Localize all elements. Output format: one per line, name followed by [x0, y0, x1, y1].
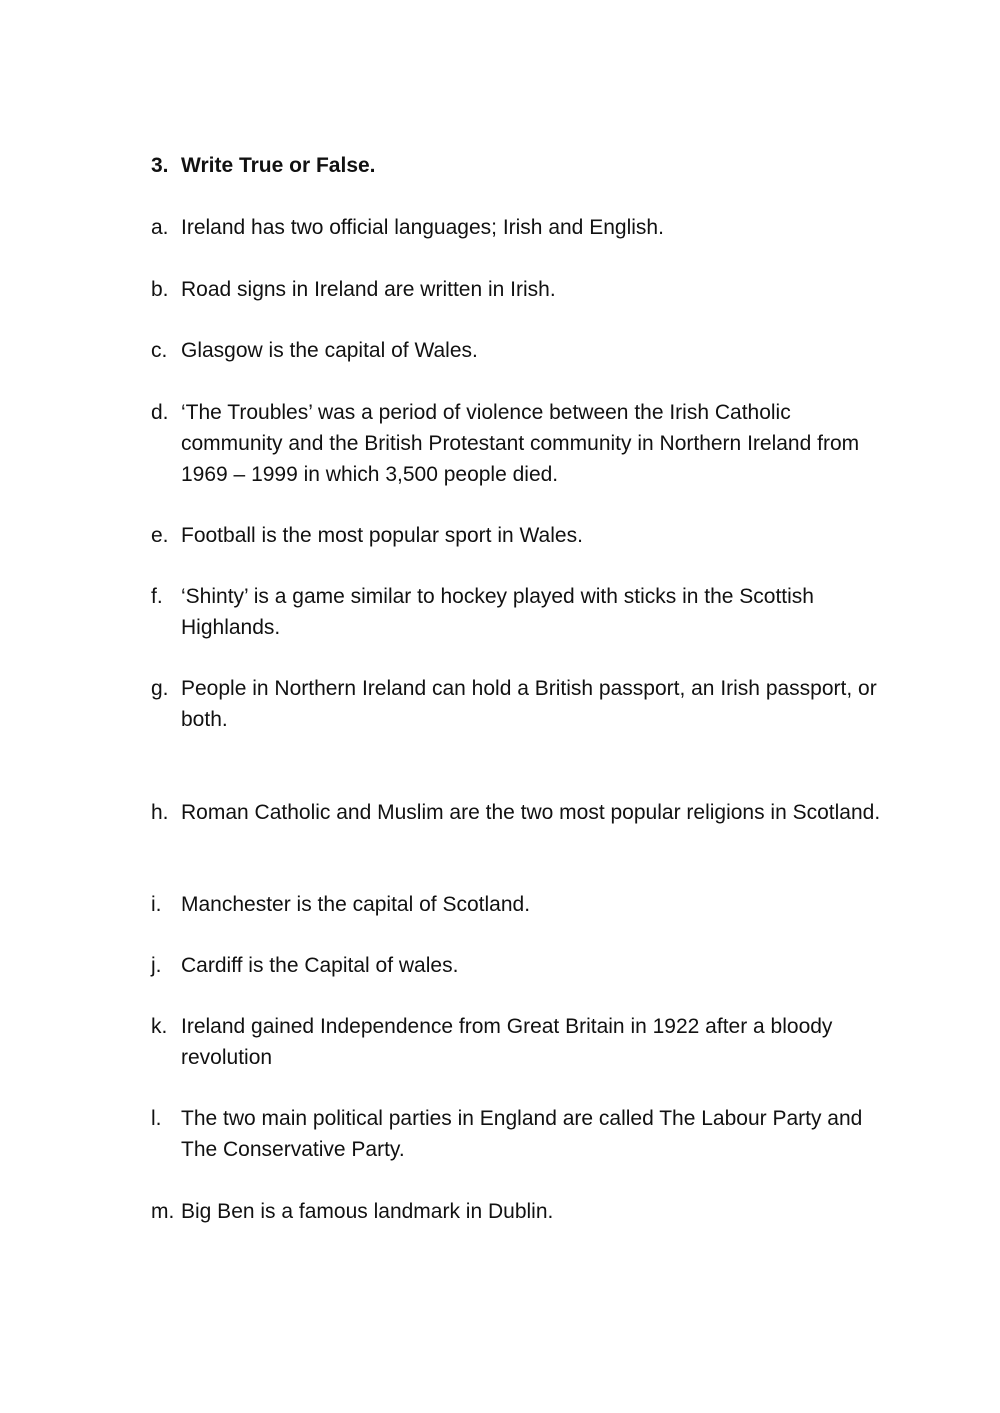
statement-letter: h. — [151, 801, 169, 824]
statement-i — [151, 889, 891, 920]
statement-g — [151, 673, 891, 735]
statement-text: Glasgow is the capital of Wales. — [181, 339, 478, 362]
statement-letter: a. — [151, 216, 169, 239]
statement-text: Road signs in Ireland are written in Irish. — [181, 278, 556, 301]
statement-d — [151, 397, 891, 490]
statement-letter: m. — [151, 1200, 175, 1223]
statement-k — [151, 1011, 891, 1073]
statement-text: ‘Shinty’ is a game similar to hockey played with sticks in the Scottish Highlands. — [181, 585, 814, 639]
statement-letter: k. — [151, 1015, 168, 1038]
statement-m — [151, 1196, 891, 1227]
statement-c — [151, 335, 891, 366]
statement-l — [151, 1103, 891, 1165]
exercise-number: 3. — [151, 154, 169, 177]
statement-letter: i. — [151, 893, 162, 916]
statement-letter: e. — [151, 524, 169, 547]
statement-letter: j. — [151, 954, 162, 977]
statement-text: The two main political parties in England are called The Labour Party and The Conservative Party. — [181, 1107, 863, 1161]
statement-a — [151, 212, 891, 243]
statement-text: Ireland has two official languages; Irish and English. — [181, 216, 664, 239]
statement-letter: f. — [151, 585, 163, 608]
statement-letter: g. — [151, 677, 169, 700]
statement-j — [151, 950, 891, 981]
statement-letter: c. — [151, 339, 168, 362]
exercise-title: Write True or False. — [181, 154, 376, 177]
statement-h — [151, 797, 891, 828]
statement-text: ‘The Troubles’ was a period of violence between the Irish Catholic community and the British Protestant community in Northern Ireland from 1969 – 1999 in which 3,500 people died. — [181, 401, 860, 486]
statement-text: Big Ben is a famous landmark in Dublin. — [181, 1200, 554, 1223]
statement-text: Ireland gained Independence from Great Britain in 1922 after a bloody revolution — [181, 1015, 833, 1069]
statement-text: Cardiff is the Capital of wales. — [181, 954, 459, 977]
exercise-heading — [151, 150, 376, 181]
statement-text: Manchester is the capital of Scotland. — [181, 893, 531, 916]
statement-b — [151, 274, 891, 305]
statement-letter: d. — [151, 401, 169, 424]
statement-text: Roman Catholic and Muslim are the two most popular religions in Scotland. — [181, 801, 881, 824]
statement-text: Football is the most popular sport in Wales. — [181, 524, 583, 547]
statement-letter: b. — [151, 278, 169, 301]
statement-f — [151, 581, 891, 643]
statement-e — [151, 520, 891, 551]
statement-letter: l. — [151, 1107, 162, 1130]
statement-text: People in Northern Ireland can hold a British passport, an Irish passport, or both. — [181, 677, 877, 731]
